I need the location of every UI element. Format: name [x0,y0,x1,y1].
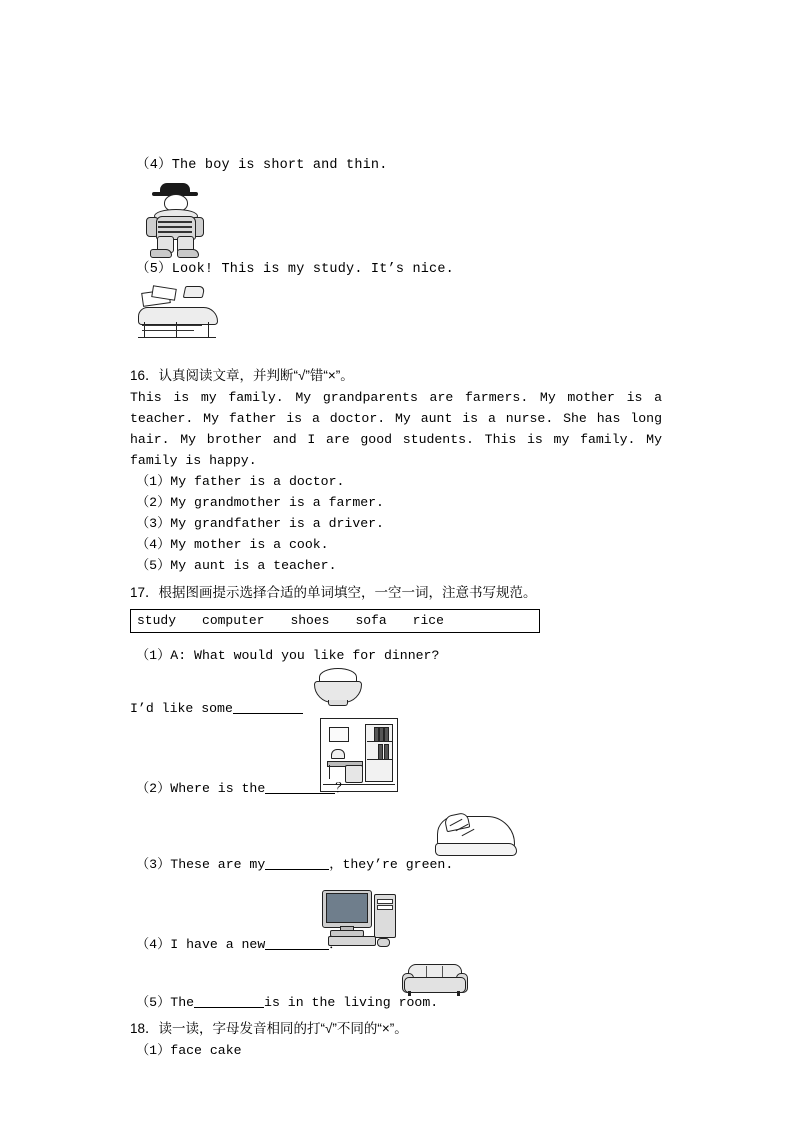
answer-prefix: These are my [170,857,266,872]
answer-row-2 [130,718,670,810]
item-number: （1） [136,648,171,663]
scribble-shape [142,330,194,331]
book-shape [384,744,389,760]
floor-line-shape [138,337,216,338]
item-text: face cake [170,1043,242,1058]
question-16-item [130,513,670,534]
blank-input-3[interactable] [265,855,329,870]
item-number: （3） [136,857,171,872]
item-number: （5） [136,558,171,573]
lamp-shape [331,749,345,759]
bowl-foot-shape [328,700,348,706]
book-shape [374,727,379,742]
answer-row-1 [130,666,670,718]
boy-figure-image [130,181,670,257]
study-sketch [136,285,222,345]
item-text: My aunt is a teacher. [170,558,337,573]
answer-line-1 [130,698,303,719]
blank-input-5[interactable] [194,993,264,1008]
answer-line-3 [130,854,453,875]
question-17-item-1 [130,645,670,666]
right-shoe-shape [177,249,199,258]
answer-line-5 [130,992,438,1013]
word-bank-item: study [137,613,177,628]
answer-suffix: ，they’re green. [329,857,454,872]
lamp-shape [183,286,206,298]
question-18-item [130,1040,670,1061]
answer-line-4 [130,934,342,955]
item-number: （4） [136,937,171,952]
blank-input-4[interactable] [265,935,329,950]
question-16-item [130,555,670,576]
book-shape [379,727,384,742]
worksheet-content [130,155,670,1061]
word-bank-item: sofa [355,613,387,628]
rice-bowl [310,666,364,706]
desk-leg-shape [329,765,330,779]
wall-picture-shape [329,727,349,742]
item-number: （4） [136,537,171,552]
answer-prefix: I’d like some [130,701,233,716]
answer-prefix: I have a new [170,937,266,952]
item-text: My grandfather is a driver. [170,516,384,531]
answer-prefix: Where is the [170,781,266,796]
word-bank-item: shoes [290,613,330,628]
blank-input-2[interactable] [265,779,335,794]
item-number: （2） [136,495,171,510]
screen-shape [326,893,368,923]
desk-shape [138,307,218,325]
stripe-shape [158,226,192,228]
word-bank-item: rice [412,613,444,628]
item-number: （1） [136,1043,171,1058]
left-shoe-shape [150,249,172,258]
answer-row-3 [130,810,670,882]
book-shape [378,744,383,760]
stripe-shape [158,231,192,233]
answer-prefix: The [170,995,195,1010]
item-text: The boy is short and thin. [171,158,388,173]
question-16-item [130,534,670,555]
desk-leg-shape [208,322,209,338]
item-prompt: A: What would you like for dinner? [170,648,440,663]
question-16-passage: This is my family. My grandparents are farmers. My mother is a teacher. My father is a doctor. My aunt is a nurse. She has long hair. My brother and I are good students. This is my family. My family is happy. [130,390,662,468]
item-number: （1） [136,474,171,489]
scribble-shape [142,325,202,326]
answer-row-5 [130,962,670,1016]
question-16-item [130,471,670,492]
question-14-4 [130,155,670,177]
rice-bowl-image [310,666,364,706]
question-17-heading: 17．根据图画提示选择合适的单词填空，一空一词，注意书写规范。 [130,585,537,600]
study-sketch-image [130,285,670,345]
answer-line-2 [130,778,348,799]
question-16-heading: 16．认真阅读文章，并判断“√”错“×”。 [130,368,354,383]
item-number: （4） [136,158,172,173]
sofa-foot-shape [457,991,460,996]
word-bank-item: computer [202,613,265,628]
question-14-5 [130,259,670,281]
item-text: My mother is a cook. [170,537,329,552]
item-number: （5） [136,995,171,1010]
answer-suffix: is in the living room. [264,995,439,1010]
mouse-shape [377,938,390,947]
word-bank [130,609,540,633]
item-text: My grandmother is a farmer. [170,495,384,510]
book-shape [384,727,389,742]
stripe-shape [158,221,192,223]
answer-suffix: ？ [335,781,349,796]
drive-bay-shape [377,905,393,910]
answer-row-4 [130,882,670,962]
question-18-heading: 18．读一读，字母发音相同的打“√”不同的“×”。 [130,1021,408,1036]
boy-figure [140,181,226,257]
item-number: （2） [136,781,171,796]
item-number: （3） [136,516,171,531]
blank-input-1[interactable] [233,699,303,714]
answer-suffix: ． [329,937,343,952]
question-16-item [130,492,670,513]
drive-bay-shape [377,899,393,904]
item-text: Look! This is my study. It’s nice. [171,262,454,277]
item-text: My father is a doctor. [170,474,345,489]
item-number: （5） [136,262,172,277]
